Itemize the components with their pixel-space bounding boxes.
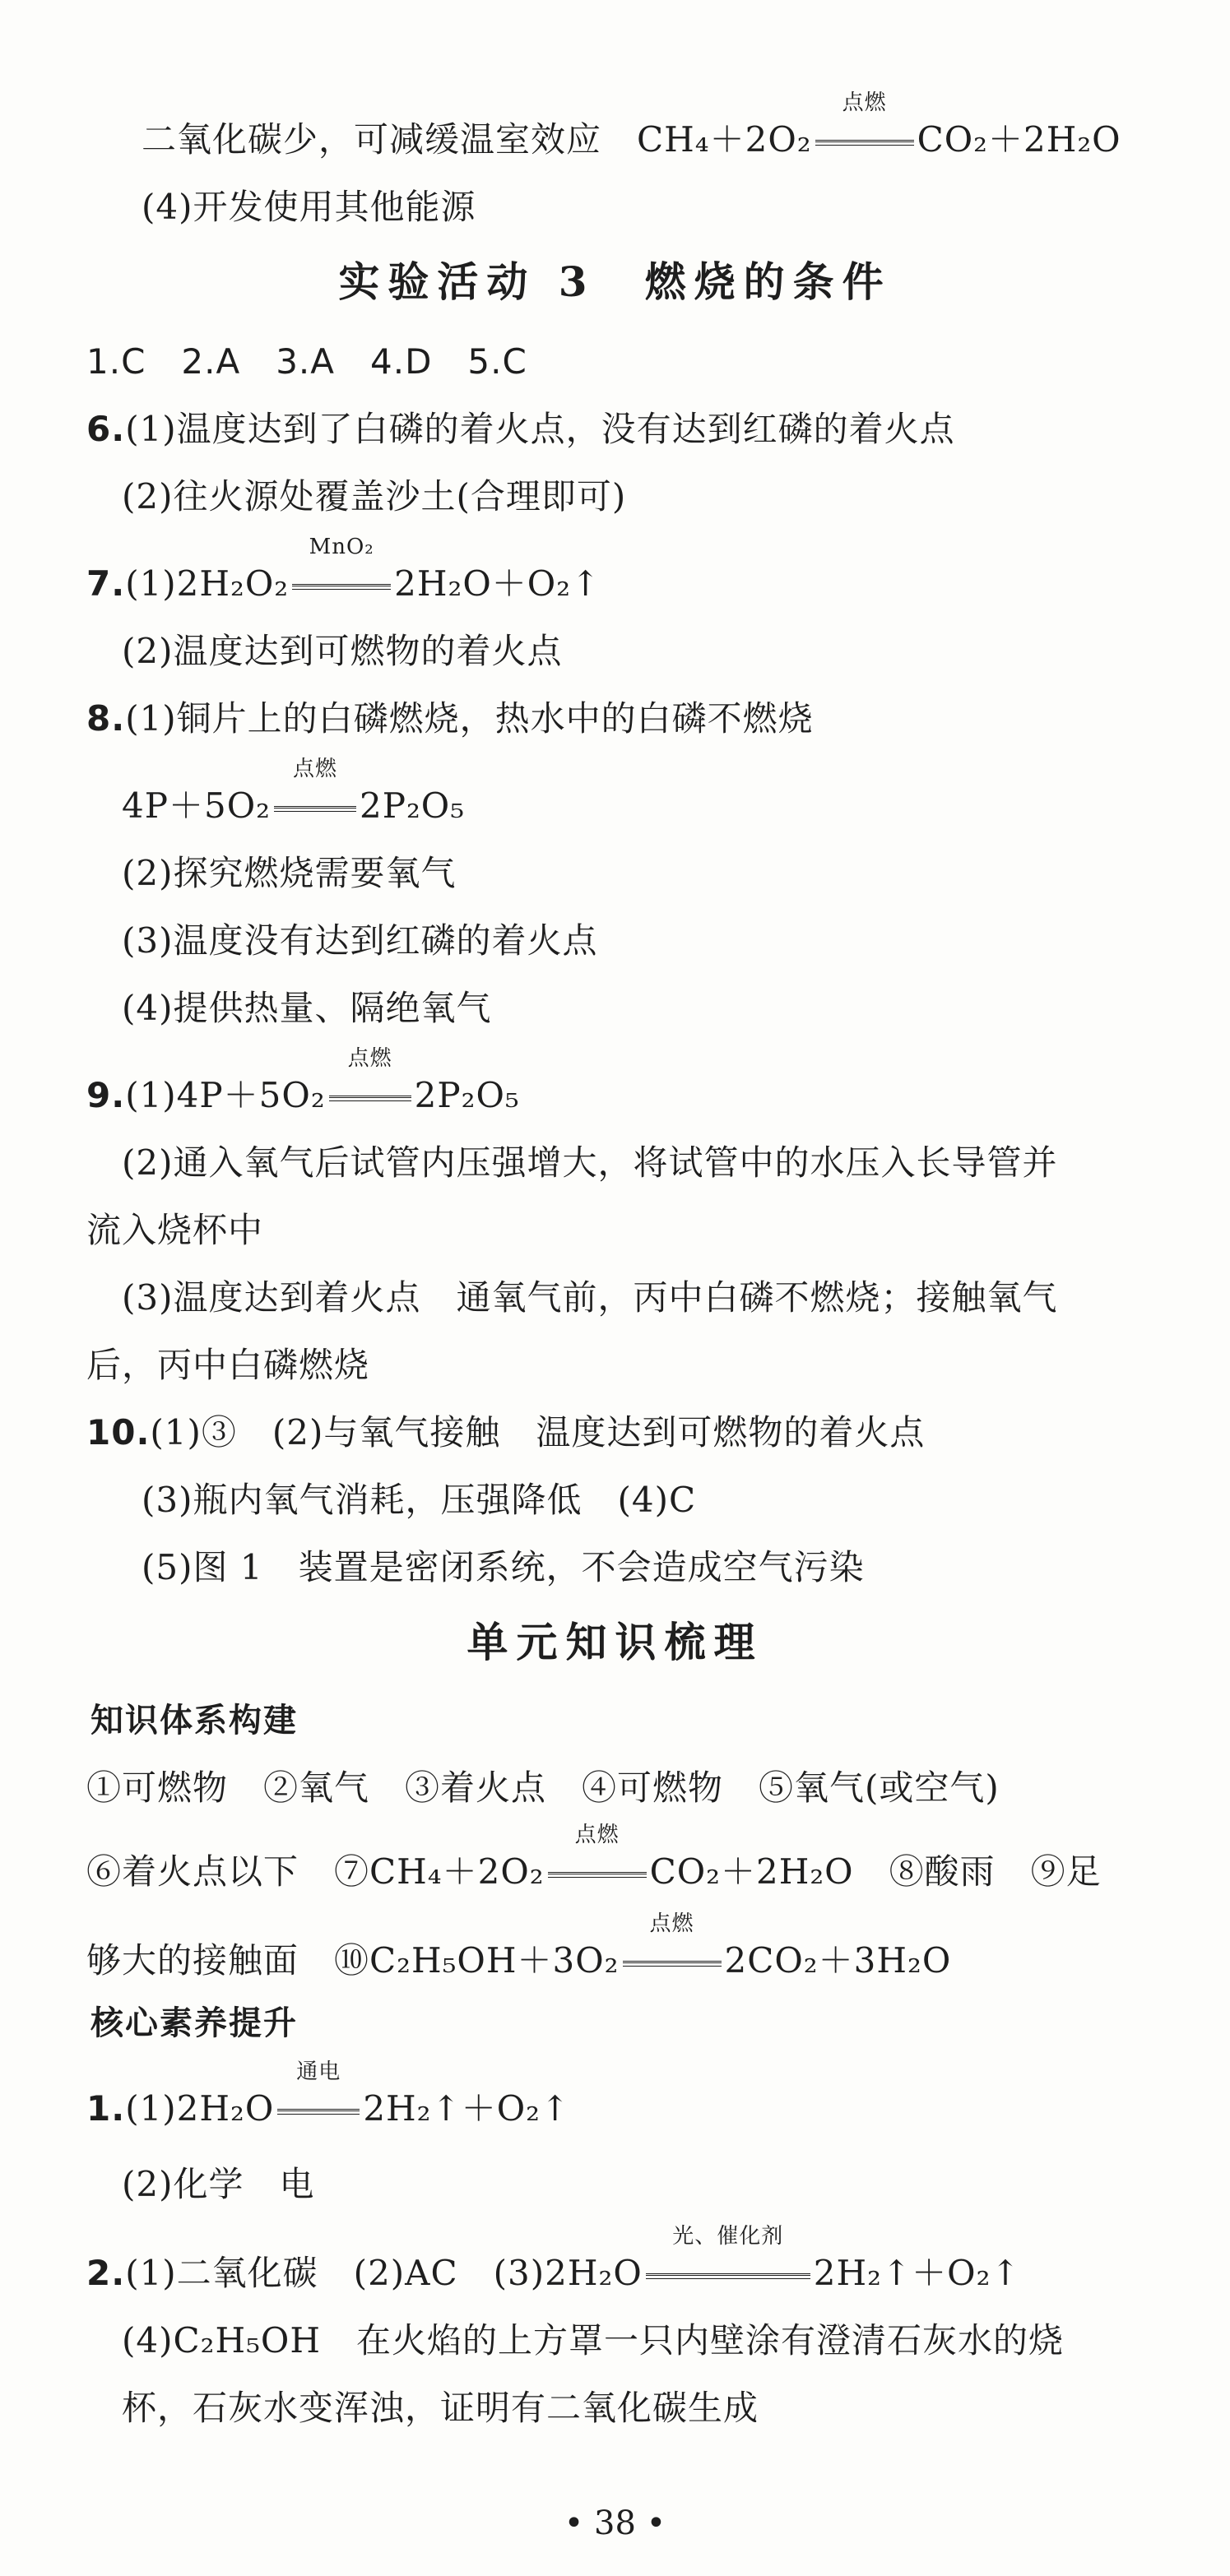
- question-number: 6.: [86, 409, 126, 449]
- line-text: (1)4P＋5O₂: [125, 1075, 326, 1115]
- line-text: (1)温度达到了白磷的着火点，没有达到红磷的着火点: [125, 409, 955, 449]
- reaction-condition: MnO₂: [309, 535, 374, 559]
- line-text: (1)2H₂O₂: [125, 563, 290, 604]
- line-text: (1)二氧化碳 (2)AC (3)2H₂O: [125, 2253, 643, 2293]
- text-line: (2)化学 电: [122, 2164, 315, 2204]
- text-line: (4)提供热量、隔绝氧气: [122, 988, 492, 1028]
- reaction-condition: 点燃: [292, 757, 337, 781]
- subsection-title: 核心素养提升: [91, 2004, 298, 2042]
- answer-line: [86, 694, 1230, 744]
- text-line: (3)温度达到着火点 通氧气前，丙中白磷不燃烧；接触氧气: [122, 1277, 1058, 1318]
- reaction-condition: 点燃: [649, 1911, 694, 1936]
- line-text: 够大的接触面 ⑩C₂H₅OH＋3O₂: [86, 1940, 620, 1981]
- line-text: 2CO₂＋3H₂O: [724, 1940, 952, 1981]
- equation-line: [86, 1911, 1230, 1985]
- answer-line: [86, 1408, 1230, 1457]
- text-line: [142, 90, 1230, 164]
- text-line: (2)通入氧气后试管内压强增大，将试管中的水压入长导管并: [122, 1142, 1058, 1183]
- line-text: 二氧化碳少，可减缓温室效应 CH₄＋2O₂: [142, 119, 812, 160]
- question-number: 7.: [86, 563, 126, 604]
- text-line: (2)探究燃烧需要氧气: [122, 853, 457, 893]
- section-title: 实验活动 3 燃烧的条件: [338, 257, 892, 306]
- reaction-arrow: [329, 1046, 411, 1120]
- text-line: (5)图 1 装置是密闭系统，不会造成空气污染: [142, 1547, 865, 1587]
- reaction-condition: 点燃: [574, 1823, 620, 1847]
- section-title: 单元知识梳理: [466, 1618, 764, 1666]
- answer-line: [86, 1046, 1230, 1120]
- line-text: 1.C 2.A 3.A 4.D 5.C: [86, 341, 527, 382]
- equation-line: [122, 757, 1230, 831]
- text-line: 杯，石灰水变浑浊，证明有二氧化碳生成: [122, 2388, 759, 2428]
- equation-line: [86, 1823, 1230, 1897]
- answer-line: [86, 337, 1230, 387]
- line-text: ⑥着火点以下 ⑦CH₄＋2O₂: [86, 1851, 545, 1892]
- reaction-arrow: [277, 2059, 360, 2134]
- reaction-arrow: [815, 90, 914, 164]
- line-text: 2P₂O₅: [414, 1075, 520, 1115]
- answer-line: [86, 2059, 1230, 2134]
- reaction-arrow: [623, 1911, 722, 1985]
- subsection-title: 知识体系构建: [91, 1702, 298, 1740]
- reaction-arrow: [548, 1823, 647, 1897]
- page-number: • 38 •: [564, 2504, 666, 2542]
- line-text: 4P＋5O₂: [122, 785, 271, 826]
- question-number: 9.: [86, 1075, 126, 1115]
- reaction-arrow: [292, 535, 391, 609]
- text-line: (4)C₂H₅OH 在火焰的上方罩一只内壁涂有澄清石灰水的烧: [122, 2320, 1064, 2361]
- reaction-arrow: [274, 757, 356, 831]
- text-line: (2)往火源处覆盖沙土(合理即可): [122, 476, 627, 517]
- text-line: (4)开发使用其他能源: [142, 187, 476, 227]
- reaction-condition: 通电: [296, 2059, 341, 2084]
- line-text: 2H₂↑＋O₂↑: [363, 2088, 571, 2129]
- reaction-condition: 点燃: [347, 1046, 392, 1071]
- reaction-condition: 光、催化剂: [672, 2224, 784, 2249]
- line-text: 2H₂O＋O₂↑: [394, 563, 601, 604]
- line-text: CO₂＋2H₂O: [917, 119, 1121, 160]
- line-text: (1)铜片上的白磷燃烧，热水中的白磷不燃烧: [125, 698, 814, 739]
- question-number: 10.: [86, 1412, 151, 1452]
- line-text: CO₂＋2H₂O ⑧酸雨 ⑨足: [649, 1851, 1102, 1892]
- text-line: ①可燃物 ②氧气 ③着火点 ④可燃物 ⑤氧气(或空气): [86, 1768, 1000, 1808]
- question-number: 2.: [86, 2253, 126, 2293]
- text-line: (3)瓶内氧气消耗，压强降低 (4)C: [142, 1480, 697, 1520]
- line-text: (1)③ (2)与氧气接触 温度达到可燃物的着火点: [150, 1412, 926, 1452]
- answer-line: [86, 405, 1230, 454]
- line-text: (1)2H₂O: [125, 2088, 275, 2129]
- question-number: 8.: [86, 698, 126, 739]
- answer-line: [86, 2224, 1230, 2298]
- line-text: 2H₂↑＋O₂↑: [813, 2253, 1021, 2293]
- answer-line: [86, 535, 1230, 609]
- reaction-condition: 点燃: [842, 90, 887, 115]
- text-line: (2)温度达到可燃物的着火点: [122, 631, 563, 671]
- line-text: 2P₂O₅: [359, 785, 466, 826]
- text-line: 后，丙中白磷燃烧: [86, 1345, 370, 1385]
- reaction-arrow: [646, 2224, 810, 2298]
- text-line: (3)温度没有达到红磷的着火点: [122, 920, 598, 961]
- question-number: 1.: [86, 2088, 126, 2129]
- text-line: 流入烧杯中: [86, 1210, 264, 1250]
